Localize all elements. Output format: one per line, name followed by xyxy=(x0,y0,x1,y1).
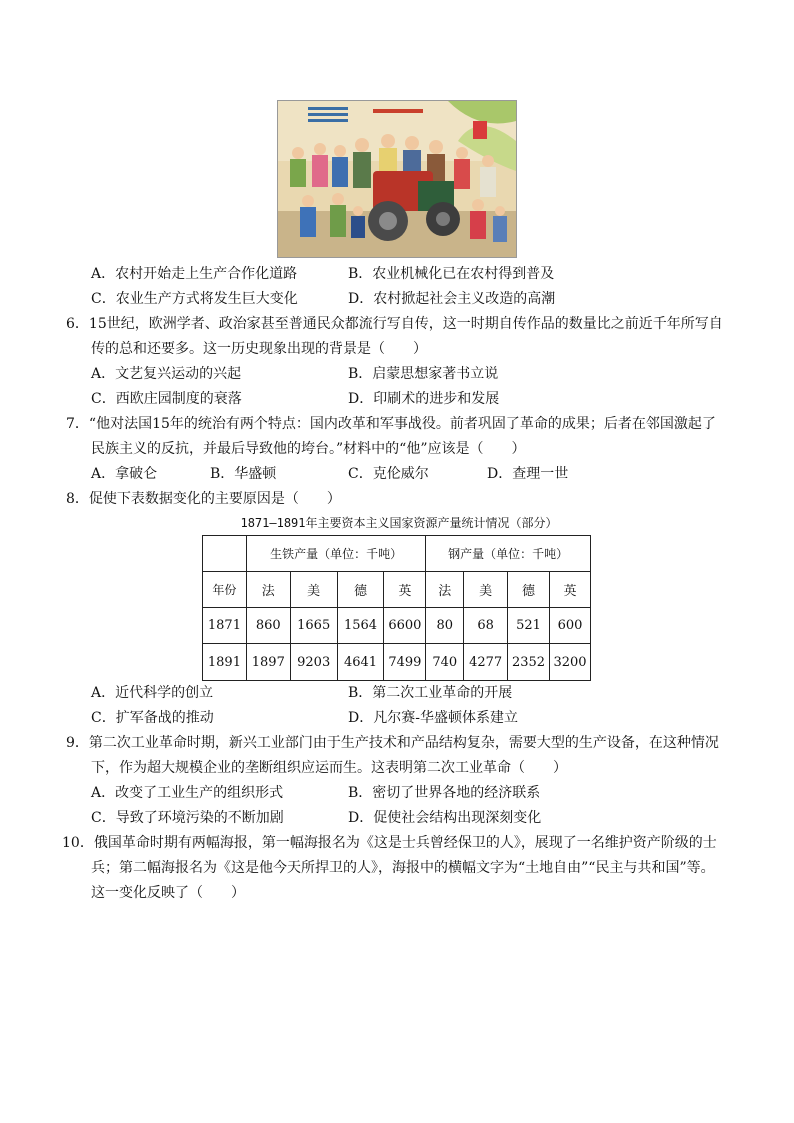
table-cell: 740 xyxy=(426,644,464,681)
year-cell: 1891 xyxy=(203,644,247,681)
table-cell: 1564 xyxy=(337,608,384,644)
q6-option-c: C．西欧庄园制度的衰落 xyxy=(91,391,242,407)
table-cell: 4641 xyxy=(337,644,384,681)
q10-stem-line3: 这一变化反映了（ ） xyxy=(91,885,245,901)
tractor-poster-image xyxy=(277,100,517,258)
country-header: 德 xyxy=(337,572,384,608)
steel-header: 钢产量（单位：千吨） xyxy=(426,536,591,572)
table-cell: 68 xyxy=(464,608,508,644)
q6-stem-line2: 传的总和还要多。这一历史现象出现的背景是（ ） xyxy=(91,341,427,357)
q8-option-a: A．近代科学的创立 xyxy=(91,685,214,701)
table-cell: 4277 xyxy=(464,644,508,681)
q9-stem-line1: 9．第二次工业革命时期，新兴工业部门由于生产技术和产品结构复杂，需要大型的生产设备，在这种情况 xyxy=(66,735,719,751)
q6-option-a: A．文艺复兴运动的兴起 xyxy=(91,366,242,382)
country-header: 美 xyxy=(464,572,508,608)
table-cell: 2352 xyxy=(508,644,550,681)
q6-option-d: D．印刷术的进步和发展 xyxy=(348,391,500,407)
q5-option-d: D．农村掀起社会主义改造的高潮 xyxy=(348,291,556,307)
country-header: 美 xyxy=(290,572,337,608)
q8-option-c: C．扩军备战的推动 xyxy=(91,710,214,726)
q8-option-d: D．凡尔赛-华盛顿体系建立 xyxy=(348,710,518,726)
q6-stem-line1: 6．15世纪，欧洲学者、政治家甚至普通民众都流行写自传，这一时期自传作品的数量比之前近千年所写自 xyxy=(66,316,723,332)
country-header: 英 xyxy=(384,572,426,608)
q7-option-c: C．克伦威尔 xyxy=(348,466,429,482)
table-row xyxy=(203,608,591,644)
pig-iron-header: 生铁产量（单位：千吨） xyxy=(246,536,425,572)
table-cell: 1665 xyxy=(290,608,337,644)
q9-option-b: B．密切了世界各地的经济联系 xyxy=(348,785,541,801)
q5-option-b: B．农业机械化已在农村得到普及 xyxy=(348,266,555,282)
q10-stem-line1: 10．俄国革命时期有两幅海报，第一幅海报名为《这是士兵曾经保卫的人》，展现了一名维护资产阶级的士 xyxy=(62,835,717,851)
country-header: 法 xyxy=(426,572,464,608)
q9-option-c: C．导致了环境污染的不断加剧 xyxy=(91,810,284,826)
country-header: 英 xyxy=(549,572,590,608)
country-header: 德 xyxy=(508,572,550,608)
year-header: 年份 xyxy=(203,572,247,608)
table-cell: 600 xyxy=(549,608,590,644)
table-cell: 7499 xyxy=(384,644,426,681)
table-cell: 9203 xyxy=(290,644,337,681)
table-cell: 3200 xyxy=(549,644,590,681)
q9-option-a: A．改变了工业生产的组织形式 xyxy=(91,785,284,801)
q9-stem-line2: 下，作为超大规模企业的垄断组织应运而生。这表明第二次工业革命（ ） xyxy=(91,760,567,776)
resource-output-table xyxy=(202,535,591,681)
table-cell: 1897 xyxy=(246,644,290,681)
q5-option-a: A．农村开始走上生产合作化道路 xyxy=(91,266,298,282)
table-cell: 80 xyxy=(426,608,464,644)
q7-option-b: B．华盛顿 xyxy=(210,466,277,482)
year-cell: 1871 xyxy=(203,608,247,644)
q6-option-b: B．启蒙思想家著书立说 xyxy=(348,366,499,382)
table-corner-cell xyxy=(203,536,247,572)
q10-stem-line2: 兵；第二幅海报名为《这是他今天所捍卫的人》，海报中的横幅文字为“土地自由”“民主与共和国”等。 xyxy=(91,860,715,876)
table-cell: 860 xyxy=(246,608,290,644)
q7-stem-line2: 民族主义的反抗，并最后导致他的垮台。”材料中的“他”应该是（ ） xyxy=(91,441,526,457)
country-header: 法 xyxy=(246,572,290,608)
q7-option-d: D．查理一世 xyxy=(487,466,569,482)
q7-option-a: A．拿破仑 xyxy=(91,466,158,482)
table-row xyxy=(203,644,591,681)
q8-option-b: B．第二次工业革命的开展 xyxy=(348,685,513,701)
q7-stem-line1: 7．“他对法国15年的统治有两个特点：国内改革和军事战役。前者巩固了革命的成果；后者在邻国激起了 xyxy=(66,416,716,432)
table-cell: 6600 xyxy=(384,608,426,644)
q5-option-c: C．农业生产方式将发生巨大变化 xyxy=(91,291,298,307)
q9-option-d: D．促使社会结构出现深刻变化 xyxy=(348,810,542,826)
table-cell: 521 xyxy=(508,608,550,644)
table-title: 1871—1891年主要资本主义国家资源产量统计情况（部分） xyxy=(240,516,558,530)
q8-stem: 8．促使下表数据变化的主要原因是（ ） xyxy=(66,491,341,507)
